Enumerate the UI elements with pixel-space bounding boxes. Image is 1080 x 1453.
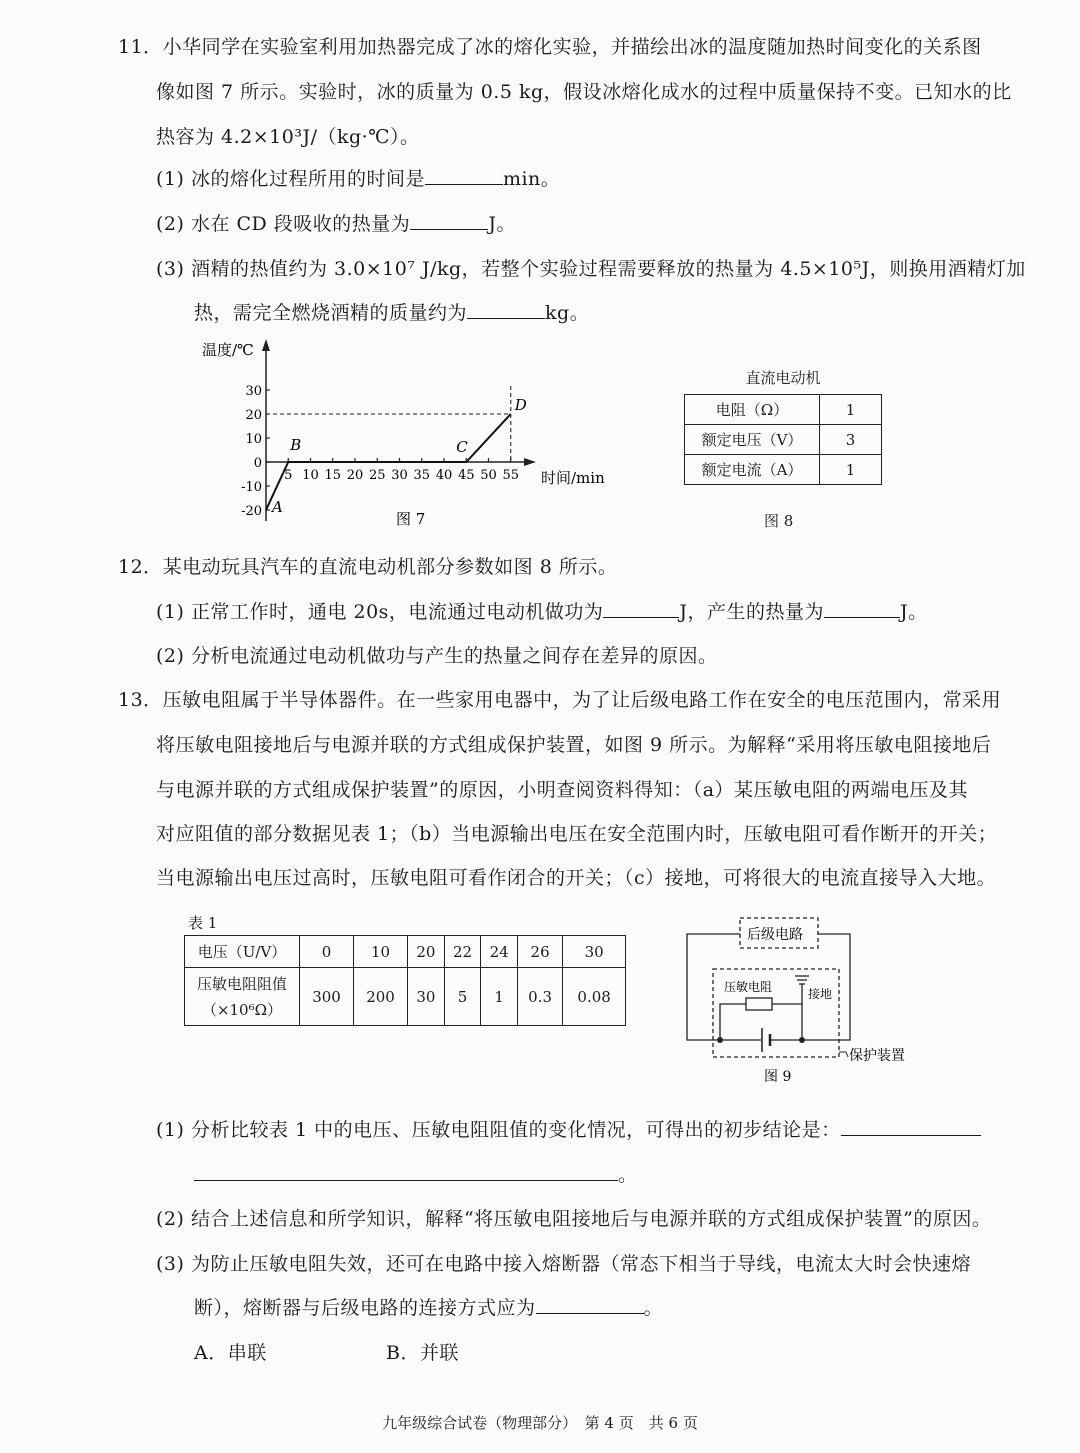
varistor-symbol bbox=[746, 998, 772, 1010]
chart-ylabel: 温度/℃ bbox=[202, 341, 254, 359]
q13-line2: 将压敏电阻接地后与电源并联的方式组成保护装置，如图 9 所示。为解释“采用将压敏电阻接地后 bbox=[156, 734, 992, 756]
q13-part3-text: 断），熔断器与后级电路的连接方式应为 bbox=[194, 1297, 536, 1319]
answer-blank[interactable] bbox=[824, 599, 900, 618]
param-value: 1 bbox=[820, 395, 882, 425]
q12-line1: 12．某电动玩具汽车的直流电动机部分参数如图 8 所示。 bbox=[118, 556, 618, 578]
x-tick-label: 15 bbox=[324, 468, 342, 483]
point-label: D bbox=[514, 396, 527, 414]
table-row bbox=[685, 425, 882, 455]
q11-part1-text: (1) 冰的熔化过程所用的时间是 bbox=[156, 168, 425, 190]
x-tick-label: 55 bbox=[502, 468, 520, 483]
q13-part3-end: 。 bbox=[643, 1297, 664, 1319]
q11-line2: 像如图 7 所示。实验时，冰的质量为 0.5 kg，假设冰熔化成水的过程中质量保持不变。已知水的比 bbox=[156, 81, 1012, 103]
label-leader bbox=[839, 1052, 848, 1057]
y-tick-label: 20 bbox=[245, 408, 262, 423]
resistance-cell: 5 bbox=[444, 968, 481, 1026]
point-label: B bbox=[290, 436, 302, 454]
y-tick-label: -10 bbox=[241, 480, 262, 495]
resistance-cell: 0.08 bbox=[563, 968, 626, 1026]
q11-line1: 11．小华同学在实验室利用加热器完成了冰的熔化实验，并描绘出冰的温度随加热时间变化的关系图 bbox=[118, 36, 982, 58]
motor-params-table bbox=[684, 394, 882, 485]
param-label: 额定电流（A） bbox=[685, 455, 820, 485]
varistor-table bbox=[184, 935, 626, 1026]
resistance-cell: 200 bbox=[354, 968, 408, 1026]
q12-part1-text: (1) 正常工作时，通电 20s，电流通过电动机做功为 bbox=[156, 601, 604, 623]
voltage-header: 电压（U/V） bbox=[185, 936, 300, 968]
wire bbox=[720, 1004, 746, 1040]
q11-part1 bbox=[156, 164, 560, 191]
table-row bbox=[185, 968, 626, 1026]
answer-blank[interactable] bbox=[425, 166, 503, 185]
point-label: C bbox=[456, 438, 468, 456]
voltage-cell: 10 bbox=[354, 936, 408, 968]
junction-dot bbox=[717, 1037, 723, 1043]
resistance-cell: 300 bbox=[300, 968, 354, 1026]
figure-8-caption: 图 8 bbox=[764, 512, 794, 530]
q11-part3-text: 热，需完全燃烧酒精的质量约为 bbox=[194, 302, 468, 324]
figure-9-caption: 图 9 bbox=[764, 1069, 792, 1085]
point-label: A bbox=[272, 498, 283, 516]
chart-xlabel: 时间/min bbox=[541, 469, 605, 487]
q13-part1-line2 bbox=[194, 1160, 638, 1187]
protection-label: 保护装置 bbox=[849, 1048, 905, 1064]
x-tick-label: 45 bbox=[457, 468, 475, 483]
q13-line1: 13．压敏电阻属于半导体器件。在一些家用电器中，为了让后级电路工作在安全的电压范围内，常采用 bbox=[118, 689, 1002, 711]
load-circuit-label: 后级电路 bbox=[747, 927, 803, 943]
q11-part3-line1: (3) 酒精的热值约为 3.0×10⁷ J/kg，若整个实验过程需要释放的热量为 4.5×10⁵J，则换用酒精灯加 bbox=[156, 258, 1026, 280]
x-axis-arrow bbox=[524, 458, 536, 466]
q11-part3-line2 bbox=[194, 298, 589, 325]
voltage-cell: 22 bbox=[444, 936, 481, 968]
option-a[interactable]: A．串联 bbox=[194, 1342, 267, 1364]
answer-blank[interactable] bbox=[467, 300, 545, 319]
x-tick-label: 25 bbox=[368, 468, 386, 483]
figure-9-circuit bbox=[680, 912, 940, 1092]
voltage-cell: 30 bbox=[563, 936, 626, 968]
answer-blank[interactable] bbox=[841, 1117, 981, 1136]
figure-8-title: 直流电动机 bbox=[745, 369, 821, 387]
y-tick-label: 30 bbox=[245, 384, 262, 399]
voltage-cell: 24 bbox=[481, 936, 518, 968]
y-tick-label: 0 bbox=[253, 456, 262, 471]
q13-line3: 与电源并联的方式组成保护装置”的原因，小明查阅资料得知：（a）某压敏电阻的两端电压及其 bbox=[156, 779, 969, 801]
resistance-label: 压敏电阻阻值 bbox=[196, 974, 287, 993]
q13-part1-text: (1) 分析比较表 1 中的电压、压敏电阻阻值的变化情况，可得出的初步结论是： bbox=[156, 1119, 841, 1141]
page-footer: 九年级综合试卷（物理部分） 第 4 页 共 6 页 bbox=[382, 1414, 698, 1432]
table-row bbox=[685, 455, 882, 485]
voltage-cell: 0 bbox=[300, 936, 354, 968]
y-tick-label: -20 bbox=[241, 504, 262, 519]
table-row bbox=[685, 395, 882, 425]
y-axis-arrow bbox=[262, 339, 270, 351]
resistance-header bbox=[185, 968, 300, 1026]
answer-blank[interactable] bbox=[603, 599, 679, 618]
x-tick-label: 30 bbox=[391, 468, 408, 483]
q13-part1 bbox=[156, 1115, 981, 1142]
q13-part3-line1: (3) 为防止压敏电阻失效，还可在电路中接入熔断器（常态下相当于导线，电流太大时会快速熔 bbox=[156, 1253, 971, 1275]
varistor-label: 压敏电阻 bbox=[724, 980, 773, 994]
answer-blank[interactable] bbox=[536, 1295, 644, 1314]
x-tick-label: 35 bbox=[413, 468, 431, 483]
resistance-unit: （×10⁶Ω） bbox=[201, 1000, 283, 1019]
q11-part2 bbox=[156, 209, 516, 236]
q13-line5: 当电源输出电压过高时，压敏电阻可看作闭合的开关；（c）接地，可将很大的电流直接导入大地。 bbox=[156, 867, 997, 889]
q13-part3-line2 bbox=[194, 1293, 663, 1320]
chart-title: 图 7 bbox=[396, 510, 426, 528]
resistance-cell: 30 bbox=[408, 968, 445, 1026]
q13-part2: (2) 结合上述信息和所学知识，解释“将压敏电阻接地后与电源并联的方式组成保护装置”的原因。 bbox=[156, 1208, 992, 1230]
param-label: 额定电压（V） bbox=[685, 425, 820, 455]
x-tick-label: 50 bbox=[480, 468, 497, 483]
voltage-cell: 20 bbox=[408, 936, 445, 968]
y-tick-label: 10 bbox=[245, 432, 262, 447]
q12-part1-unit: J。 bbox=[900, 601, 928, 623]
q11-line3: 热容为 4.2×10³J/（kg·℃）。 bbox=[156, 126, 420, 148]
q11-part3-unit: kg。 bbox=[545, 302, 590, 324]
q11-part2-text: (2) 水在 CD 段吸收的热量为 bbox=[156, 213, 411, 235]
q13-part1-end: 。 bbox=[618, 1164, 638, 1186]
q12-part1 bbox=[156, 597, 928, 624]
x-tick-label: 20 bbox=[346, 468, 364, 483]
q11-part1-unit: min。 bbox=[502, 168, 561, 190]
junction-dot bbox=[799, 1037, 805, 1043]
x-tick-label: 10 bbox=[302, 468, 319, 483]
q12-part1-mid: J，产生的热量为 bbox=[679, 601, 825, 623]
voltage-cell: 26 bbox=[517, 936, 562, 968]
resistance-cell: 0.3 bbox=[517, 968, 562, 1026]
resistance-cell: 1 bbox=[481, 968, 518, 1026]
table-row bbox=[185, 936, 626, 968]
figure-8 bbox=[684, 367, 882, 485]
option-b[interactable]: B．并联 bbox=[386, 1342, 459, 1364]
param-value: 3 bbox=[820, 425, 882, 455]
param-value: 1 bbox=[820, 455, 882, 485]
x-tick-label: 40 bbox=[435, 468, 453, 483]
param-label: 电阻（Ω） bbox=[685, 395, 820, 425]
answer-blank[interactable] bbox=[194, 1162, 618, 1181]
q13-line4: 对应阻值的部分数据见表 1；（b）当电源输出电压在安全范围内时，压敏电阻可看作断开的开关； bbox=[156, 823, 998, 845]
table-1-title: 表 1 bbox=[188, 914, 218, 932]
figure-7-chart bbox=[190, 335, 630, 535]
x-tick-label: 5 bbox=[284, 468, 293, 483]
answer-blank[interactable] bbox=[410, 211, 488, 230]
wire bbox=[772, 1004, 802, 1040]
q11-part2-unit: J。 bbox=[488, 213, 516, 235]
q12-part2: (2) 分析电流通过电动机做功与产生的热量之间存在差异的原因。 bbox=[156, 645, 718, 667]
ground-label: 接地 bbox=[808, 987, 833, 1001]
